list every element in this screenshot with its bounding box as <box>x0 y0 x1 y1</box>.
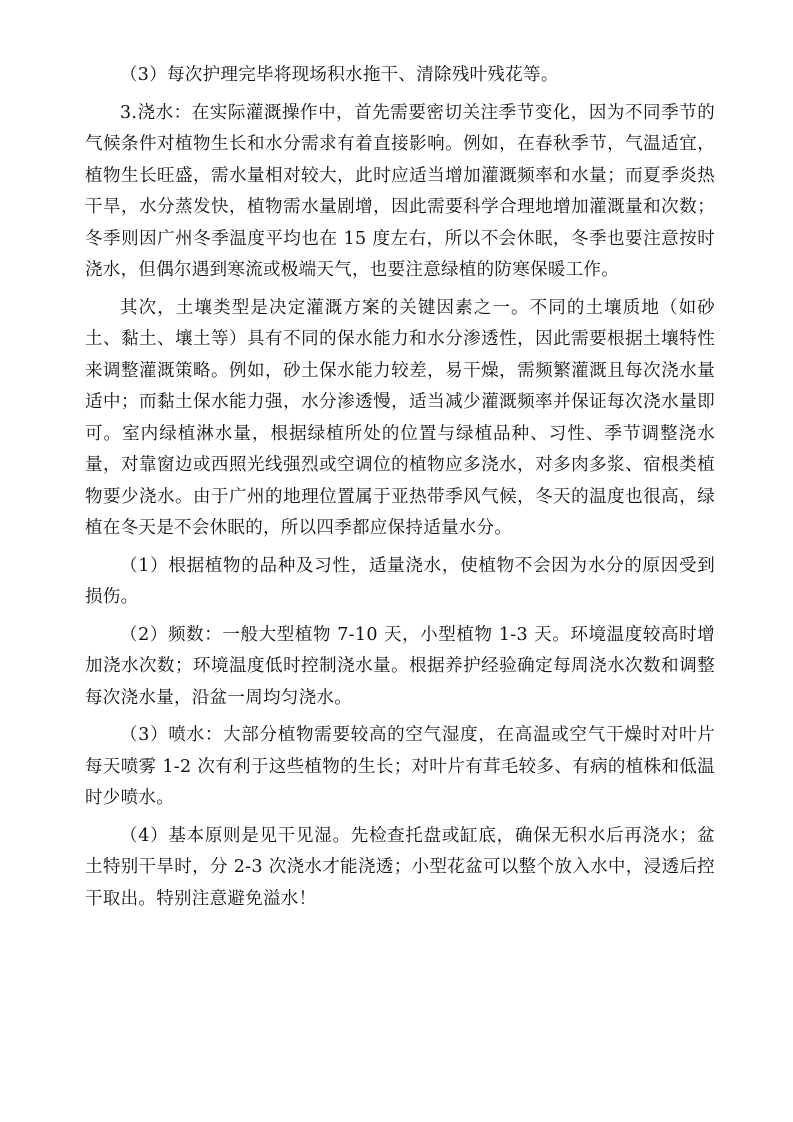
paragraph-text: 3.浇水：在实际灌溉操作中，首先需要密切关注季节变化，因为不同季节的气候条件对植物生长和水分需求有着直接影响。例如，在春秋季节，气温适宜，植物生长旺盛，需水量相对较大，此时应适当增加灌溉频率和水量；而夏季炎热干旱，水分蒸发快，植物需水量剧增，因此需要科学合理地增加灌溉量和次数；冬季则因广州冬季温度平均也在 15 度左右，所以不会休眠，冬季也要注意按时浇水，但偶尔遇到寒流或极端天气，也要注意绿植的防寒保暖工作。 <box>85 102 715 280</box>
paragraph-soil-types <box>85 293 715 545</box>
paragraph-text: （1）根据植物的品种及习性，适量浇水，使植物不会因为水分的原因受到损伤。 <box>85 555 715 607</box>
paragraph-watering-rule-4 <box>85 821 715 916</box>
paragraph-text: （3）喷水：大部分植物需要较高的空气湿度，在高温或空气干燥时对叶片每天喷雾 1-2 次有利于这些植物的生长；对叶片有茸毛较多、有病的植株和低温时少喷水。 <box>85 725 715 808</box>
paragraph-care-step-3 <box>85 60 715 92</box>
paragraph-text: （2）频数：一般大型植物 7-10 天，小型植物 1-3 天。环境温度较高时增加浇水次数；环境温度低时控制浇水量。根据养护经验确定每周浇水次数和调整每次浇水量，沿盆一周均匀浇水。 <box>85 624 715 708</box>
paragraph-text: （3）每次护理完毕将现场积水拖干、清除残叶残花等。 <box>120 65 559 85</box>
paragraph-text: 其次，土壤类型是决定灌溉方案的关键因素之一。不同的土壤质地（如砂土、黏土、壤土等）具有不同的保水能力和水分渗透性，因此需要根据土壤特性来调整灌溉策略。例如，砂土保水能力较差，易干燥，需频繁灌溉且每次浇水量适中；而黏土保水能力强，水分渗透慢，适当减少灌溉频率并保证每次浇水量即可。室内绿植淋水量，根据绿植所处的位置与绿植品种、习性、季节调整浇水量，对靠窗边或西照光线强烈或空调位的植物应多浇水，对多肉多浆、宿根类植物要少浇水。由于广州的地理位置属于亚热带季风气候，冬天的温度也很高，绿植在冬天是不会休眠的，所以四季都应保持适量水分。 <box>85 297 715 538</box>
paragraph-watering-rule-2 <box>85 620 715 715</box>
paragraph-watering-rule-3 <box>85 720 715 815</box>
document-body <box>85 60 715 921</box>
paragraph-watering-seasons <box>85 98 715 287</box>
paragraph-watering-rule-1 <box>85 551 715 614</box>
paragraph-text: （4）基本原则是见干见湿。先检查托盘或缸底，确保无积水后再浇水；盆土特别干旱时，分 2-3 次浇水才能浇透；小型花盆可以整个放入水中，浸透后控干取出。特别注意避免溢水！ <box>85 825 715 909</box>
